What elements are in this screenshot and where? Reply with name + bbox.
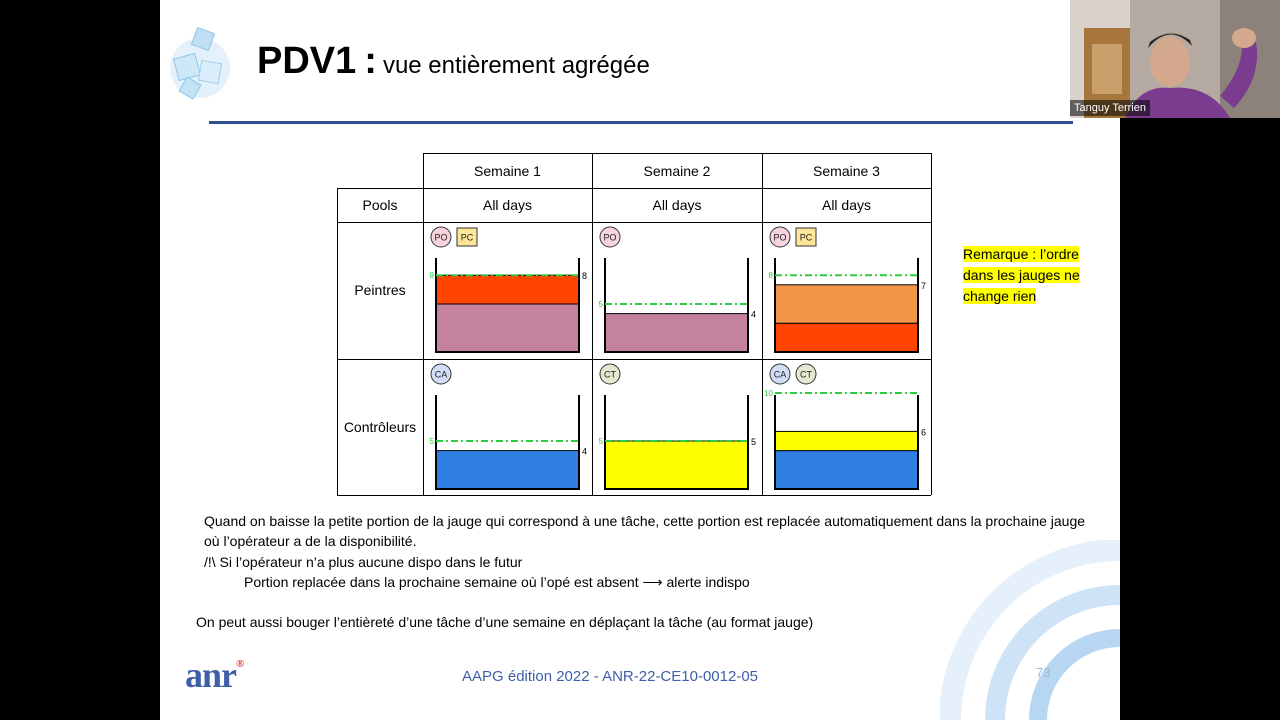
- webcam-participant-name: Tanguy Terrien: [1070, 100, 1150, 116]
- slide-title-main: PDV1: [257, 40, 357, 82]
- ice-cubes-decoration-icon: [164, 22, 234, 108]
- gauge-segment: [775, 431, 918, 450]
- all-days-week-2: All days: [652, 197, 702, 213]
- gauge-segment: [605, 314, 748, 352]
- gauge-segment: [436, 275, 579, 304]
- gauge-capacity-label: 5: [598, 300, 603, 309]
- concentric-circles-decoration-icon: [940, 540, 1120, 720]
- gauge-total-label: 7: [921, 280, 927, 291]
- gauge-total-label: 6: [921, 427, 927, 438]
- paragraph-4: On peut aussi bouger l’entièreté d’une tâche d’une semaine en déplaçant la tâche (au format jauge): [196, 614, 814, 630]
- column-header-week-2: Semaine 2: [643, 163, 711, 179]
- pools-label: Pools: [362, 197, 398, 213]
- title-divider: [209, 121, 1073, 124]
- badge-ca-label: CA: [434, 369, 448, 380]
- remark-text: Remarque : l’ordre dans les jauges ne change rien: [963, 246, 1080, 304]
- paragraph-3: Portion replacée dans la prochaine semaine où l’opé est absent ⟶ alerte indispo: [244, 574, 750, 590]
- row-label-controleurs: Contrôleurs: [343, 419, 417, 435]
- column-header-week-1: Semaine 1: [474, 163, 541, 179]
- paragraph-1: Quand on baisse la petite portion de la jauge qui correspond à une tâche, cette portion est replacée automatiquement dans la prochaine jauge où l’opérateur a de la disponibilité.: [204, 513, 1086, 549]
- gauge-segment: [775, 451, 918, 489]
- gauge-segment: [436, 451, 579, 489]
- gauge-segment: [436, 304, 579, 352]
- presentation-slide: [160, 0, 1120, 720]
- badge-ct-label: CT: [604, 369, 616, 380]
- row-label-peintres: Peintres: [354, 282, 406, 298]
- gauge-total-label: 5: [751, 437, 757, 447]
- slide-title-separator: :: [364, 40, 377, 82]
- anr-logo: anr®: [185, 655, 244, 695]
- gauge-capacity-label: 5: [429, 437, 434, 446]
- slide-title: [257, 40, 650, 83]
- gauge-total-label: 8: [582, 271, 588, 282]
- all-days-week-3: All days: [821, 197, 872, 213]
- badge-po-label: PO: [603, 232, 617, 243]
- page-number: 73: [1036, 665, 1051, 680]
- gauge-capacity-label: 8: [429, 271, 434, 281]
- gauge-total-label: 4: [751, 309, 757, 320]
- badge-pc-label: PC: [460, 232, 474, 243]
- remark-note: [963, 244, 1087, 307]
- gauge-capacity-label: 10: [764, 389, 773, 398]
- badge-ca-label: CA: [773, 369, 787, 380]
- gauge-total-label: 4: [582, 446, 588, 457]
- badge-ct-label: CT: [800, 369, 812, 380]
- slide-title-subtitle: vue entièrement agrégée: [382, 52, 650, 79]
- badge-pc-label: PC: [799, 232, 813, 243]
- column-header-week-3: Semaine 3: [813, 163, 880, 179]
- gauge-table: [337, 153, 932, 496]
- webcam-tile[interactable]: [1070, 0, 1280, 118]
- gauge-segment: [775, 323, 918, 352]
- paragraph-2: /!\ Si l’opérateur n’a plus aucune dispo dans le futur: [204, 554, 523, 570]
- badge-po-label: PO: [773, 232, 787, 243]
- all-days-week-1: All days: [482, 197, 533, 213]
- gauge-capacity-label: 5: [598, 437, 603, 446]
- gauge-capacity-label: 8: [768, 271, 773, 281]
- badge-po-label: PO: [434, 232, 448, 243]
- gauge-segment: [605, 441, 748, 489]
- footer-text: AAPG édition 2022 - ANR-22-CE10-0012-05: [462, 668, 759, 685]
- gauge-segment: [775, 285, 918, 323]
